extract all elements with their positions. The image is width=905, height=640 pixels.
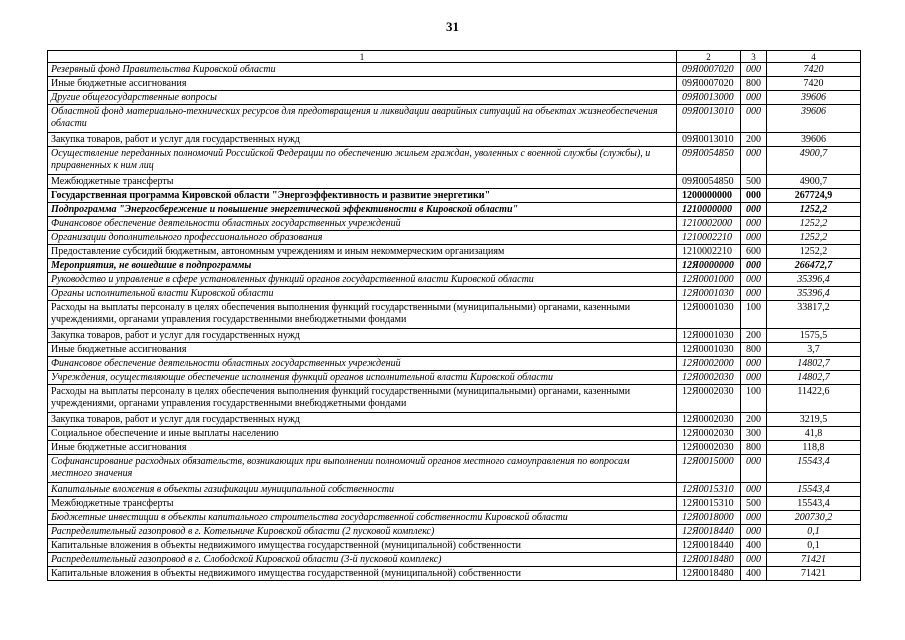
amount-cell: 0,1 — [767, 539, 861, 553]
target-code-cell: 12Я0001030 — [677, 329, 741, 343]
expense-type-cell: 400 — [741, 567, 767, 581]
amount-cell: 71421 — [767, 553, 861, 567]
amount-cell: 71421 — [767, 567, 861, 581]
expense-type-cell: 200 — [741, 413, 767, 427]
target-code-cell: 12Я0001000 — [677, 273, 741, 287]
target-code-cell: 1210002210 — [677, 245, 741, 259]
item-name-cell: Иные бюджетные ассигнования — [48, 77, 677, 91]
item-name-cell: Иные бюджетные ассигнования — [48, 441, 677, 455]
table-row — [48, 525, 861, 539]
expense-type-cell: 500 — [741, 497, 767, 511]
target-code-cell: 1200000000 — [677, 189, 741, 203]
amount-cell: 4900,7 — [767, 147, 861, 175]
expense-type-cell: 000 — [741, 231, 767, 245]
table-row — [48, 371, 861, 385]
table-row — [48, 63, 861, 77]
item-name-cell: Осуществление переданных полномочий Российской Федерации по обеспечению жильем граждан, уволенных с военной службы (службы), и приравненных к ним лиц — [48, 147, 677, 175]
amount-cell: 7420 — [767, 77, 861, 91]
expense-type-cell: 000 — [741, 455, 767, 483]
item-name-cell: Расходы на выплаты персоналу в целях обеспечения выполнения функций государственными (муниципальными) органами, казенными учреждениями, органами управления государственными внебюджетными фондами — [48, 301, 677, 329]
expense-type-cell: 000 — [741, 553, 767, 567]
expense-type-cell: 800 — [741, 343, 767, 357]
expense-type-cell: 100 — [741, 301, 767, 329]
table-row — [48, 217, 861, 231]
expense-type-cell: 000 — [741, 259, 767, 273]
table-row — [48, 357, 861, 371]
item-name-cell: Бюджетные инвестиции в объекты капитального строительства государственной собственности Кировской области — [48, 511, 677, 525]
expense-type-cell: 000 — [741, 203, 767, 217]
table-row — [48, 441, 861, 455]
item-name-cell: Социальное обеспечение и иные выплаты населению — [48, 427, 677, 441]
amount-cell: 1252,2 — [767, 203, 861, 217]
item-name-cell: Организации дополнительного профессионального образования — [48, 231, 677, 245]
amount-cell: 118,8 — [767, 441, 861, 455]
item-name-cell: Финансовое обеспечение деятельности областных государственных учреждений — [48, 357, 677, 371]
table-row — [48, 343, 861, 357]
target-code-cell: 12Я0018440 — [677, 525, 741, 539]
item-name-cell: Финансовое обеспечение деятельности областных государственных учреждений — [48, 217, 677, 231]
amount-cell: 1575,5 — [767, 329, 861, 343]
table-row — [48, 105, 861, 133]
expense-type-cell: 600 — [741, 245, 767, 259]
amount-cell: 4900,7 — [767, 175, 861, 189]
header-col-1: 1 — [48, 51, 677, 63]
item-name-cell: Руководство и управление в сфере установленных функций органов государственной власти Кировской области — [48, 273, 677, 287]
item-name-cell: Закупка товаров, работ и услуг для государственных нужд — [48, 133, 677, 147]
item-name-cell: Закупка товаров, работ и услуг для государственных нужд — [48, 329, 677, 343]
amount-cell: 3,7 — [767, 343, 861, 357]
table-row — [48, 147, 861, 175]
target-code-cell: 12Я0018480 — [677, 567, 741, 581]
target-code-cell: 12Я0015310 — [677, 483, 741, 497]
target-code-cell: 09Я0013010 — [677, 133, 741, 147]
expense-type-cell: 000 — [741, 287, 767, 301]
table-row — [48, 301, 861, 329]
item-name-cell: Капитальные вложения в объекты недвижимого имущества государственной (муниципальной) собственности — [48, 567, 677, 581]
expense-type-cell: 000 — [741, 217, 767, 231]
expense-type-cell: 300 — [741, 427, 767, 441]
table-row — [48, 385, 861, 413]
page-number: 31 — [446, 19, 459, 34]
expense-type-cell: 000 — [741, 371, 767, 385]
target-code-cell: 12Я0002030 — [677, 413, 741, 427]
amount-cell: 35396,4 — [767, 273, 861, 287]
table-row — [48, 245, 861, 259]
target-code-cell: 09Я0007020 — [677, 63, 741, 77]
table-row — [48, 175, 861, 189]
amount-cell: 41,8 — [767, 427, 861, 441]
target-code-cell: 12Я0018480 — [677, 553, 741, 567]
table-row — [48, 259, 861, 273]
table-header-row — [48, 51, 861, 63]
item-name-cell: Государственная программа Кировской области "Энергоэффективность и развитие энергетики" — [48, 189, 677, 203]
target-code-cell: 12Я0001030 — [677, 343, 741, 357]
expense-type-cell: 000 — [741, 273, 767, 287]
expense-type-cell: 500 — [741, 175, 767, 189]
target-code-cell: 12Я0002030 — [677, 427, 741, 441]
item-name-cell: Софинансирование расходных обязательств, возникающих при выполнении полномочий органов местного самоуправления по вопросам местного значения — [48, 455, 677, 483]
item-name-cell: Предоставление субсидий бюджетным, автономным учреждениям и иным некоммерческим организациям — [48, 245, 677, 259]
table-row — [48, 231, 861, 245]
item-name-cell: Подпрограмма "Энергосбережение и повышение энергетической эффективности в Кировской области" — [48, 203, 677, 217]
target-code-cell: 1210002210 — [677, 231, 741, 245]
table-row — [48, 77, 861, 91]
table-row — [48, 273, 861, 287]
item-name-cell: Учреждения, осуществляющие обеспечение исполнения функций органов исполнительной власти Кировской области — [48, 371, 677, 385]
table-row — [48, 329, 861, 343]
expense-type-cell: 200 — [741, 329, 767, 343]
item-name-cell: Расходы на выплаты персоналу в целях обеспечения выполнения функций государственными (муниципальными) органами, казенными учреждениями, органами управления государственными внебюджетными фондами — [48, 385, 677, 413]
amount-cell: 39606 — [767, 91, 861, 105]
target-code-cell: 1210000000 — [677, 203, 741, 217]
amount-cell: 11422,6 — [767, 385, 861, 413]
table-row — [48, 189, 861, 203]
expense-type-cell: 800 — [741, 77, 767, 91]
item-name-cell: Межбюджетные трансферты — [48, 497, 677, 511]
item-name-cell: Межбюджетные трансферты — [48, 175, 677, 189]
expense-type-cell: 800 — [741, 441, 767, 455]
target-code-cell: 1210002000 — [677, 217, 741, 231]
target-code-cell: 12Я0002030 — [677, 385, 741, 413]
item-name-cell: Капитальные вложения в объекты газификации муниципальной собственности — [48, 483, 677, 497]
amount-cell: 1252,2 — [767, 231, 861, 245]
expense-type-cell: 000 — [741, 189, 767, 203]
target-code-cell: 12Я0002030 — [677, 371, 741, 385]
target-code-cell: 12Я0018000 — [677, 511, 741, 525]
table-row — [48, 133, 861, 147]
expense-type-cell: 000 — [741, 483, 767, 497]
budget-table — [47, 50, 861, 581]
table-row — [48, 455, 861, 483]
table-row — [48, 511, 861, 525]
table-row — [48, 413, 861, 427]
header-col-3: 3 — [741, 51, 767, 63]
expense-type-cell: 000 — [741, 357, 767, 371]
amount-cell: 1252,2 — [767, 245, 861, 259]
amount-cell: 15543,4 — [767, 455, 861, 483]
amount-cell: 3219,5 — [767, 413, 861, 427]
table-row — [48, 553, 861, 567]
item-name-cell: Другие общегосударственные вопросы — [48, 91, 677, 105]
target-code-cell: 09Я0054850 — [677, 175, 741, 189]
expense-type-cell: 400 — [741, 539, 767, 553]
amount-cell: 14802,7 — [767, 357, 861, 371]
amount-cell: 0,1 — [767, 525, 861, 539]
expense-type-cell: 000 — [741, 91, 767, 105]
target-code-cell: 12Я0001030 — [677, 301, 741, 329]
table-row — [48, 497, 861, 511]
table-row — [48, 567, 861, 581]
amount-cell: 200730,2 — [767, 511, 861, 525]
expense-type-cell: 000 — [741, 105, 767, 133]
item-name-cell: Мероприятия, не вошедшие в подпрограммы — [48, 259, 677, 273]
table-row — [48, 539, 861, 553]
amount-cell: 1252,2 — [767, 217, 861, 231]
expense-type-cell: 200 — [741, 133, 767, 147]
expense-type-cell: 100 — [741, 385, 767, 413]
target-code-cell: 09Я0054850 — [677, 147, 741, 175]
expense-type-cell: 000 — [741, 147, 767, 175]
amount-cell: 33817,2 — [767, 301, 861, 329]
target-code-cell: 12Я0002000 — [677, 357, 741, 371]
item-name-cell: Резервный фонд Правительства Кировской области — [48, 63, 677, 77]
amount-cell: 7420 — [767, 63, 861, 77]
table-row — [48, 287, 861, 301]
table-row — [48, 203, 861, 217]
target-code-cell: 12Я0015310 — [677, 497, 741, 511]
item-name-cell: Капитальные вложения в объекты недвижимого имущества государственной (муниципальной) собственности — [48, 539, 677, 553]
header-col-4: 4 — [767, 51, 861, 63]
table-row — [48, 427, 861, 441]
target-code-cell: 12Я0000000 — [677, 259, 741, 273]
amount-cell: 15543,4 — [767, 497, 861, 511]
header-col-2: 2 — [677, 51, 741, 63]
item-name-cell: Областной фонд материально-технических ресурсов для предотвращения и ликвидации аварийных ситуаций на объектах жизнеобеспечения области — [48, 105, 677, 133]
item-name-cell: Закупка товаров, работ и услуг для государственных нужд — [48, 413, 677, 427]
amount-cell: 267724,9 — [767, 189, 861, 203]
amount-cell: 15543,4 — [767, 483, 861, 497]
amount-cell: 39606 — [767, 105, 861, 133]
amount-cell: 14802,7 — [767, 371, 861, 385]
expense-type-cell: 000 — [741, 511, 767, 525]
expense-type-cell: 000 — [741, 525, 767, 539]
target-code-cell: 12Я0002030 — [677, 441, 741, 455]
item-name-cell: Распределительный газопровод в г. Слободской Кировской области (3-й пусковой комплекс) — [48, 553, 677, 567]
target-code-cell: 12Я0001030 — [677, 287, 741, 301]
target-code-cell: 09Я0013000 — [677, 91, 741, 105]
target-code-cell: 12Я0015000 — [677, 455, 741, 483]
item-name-cell: Иные бюджетные ассигнования — [48, 343, 677, 357]
expense-type-cell: 000 — [741, 63, 767, 77]
item-name-cell: Распределительный газопровод в г. Котельниче Кировской области (2 пусковой комплекс) — [48, 525, 677, 539]
table-row — [48, 91, 861, 105]
amount-cell: 266472,7 — [767, 259, 861, 273]
target-code-cell: 09Я0013010 — [677, 105, 741, 133]
amount-cell: 35396,4 — [767, 287, 861, 301]
table-row — [48, 483, 861, 497]
item-name-cell: Органы исполнительной власти Кировской области — [48, 287, 677, 301]
target-code-cell: 12Я0018440 — [677, 539, 741, 553]
amount-cell: 39606 — [767, 133, 861, 147]
target-code-cell: 09Я0007020 — [677, 77, 741, 91]
